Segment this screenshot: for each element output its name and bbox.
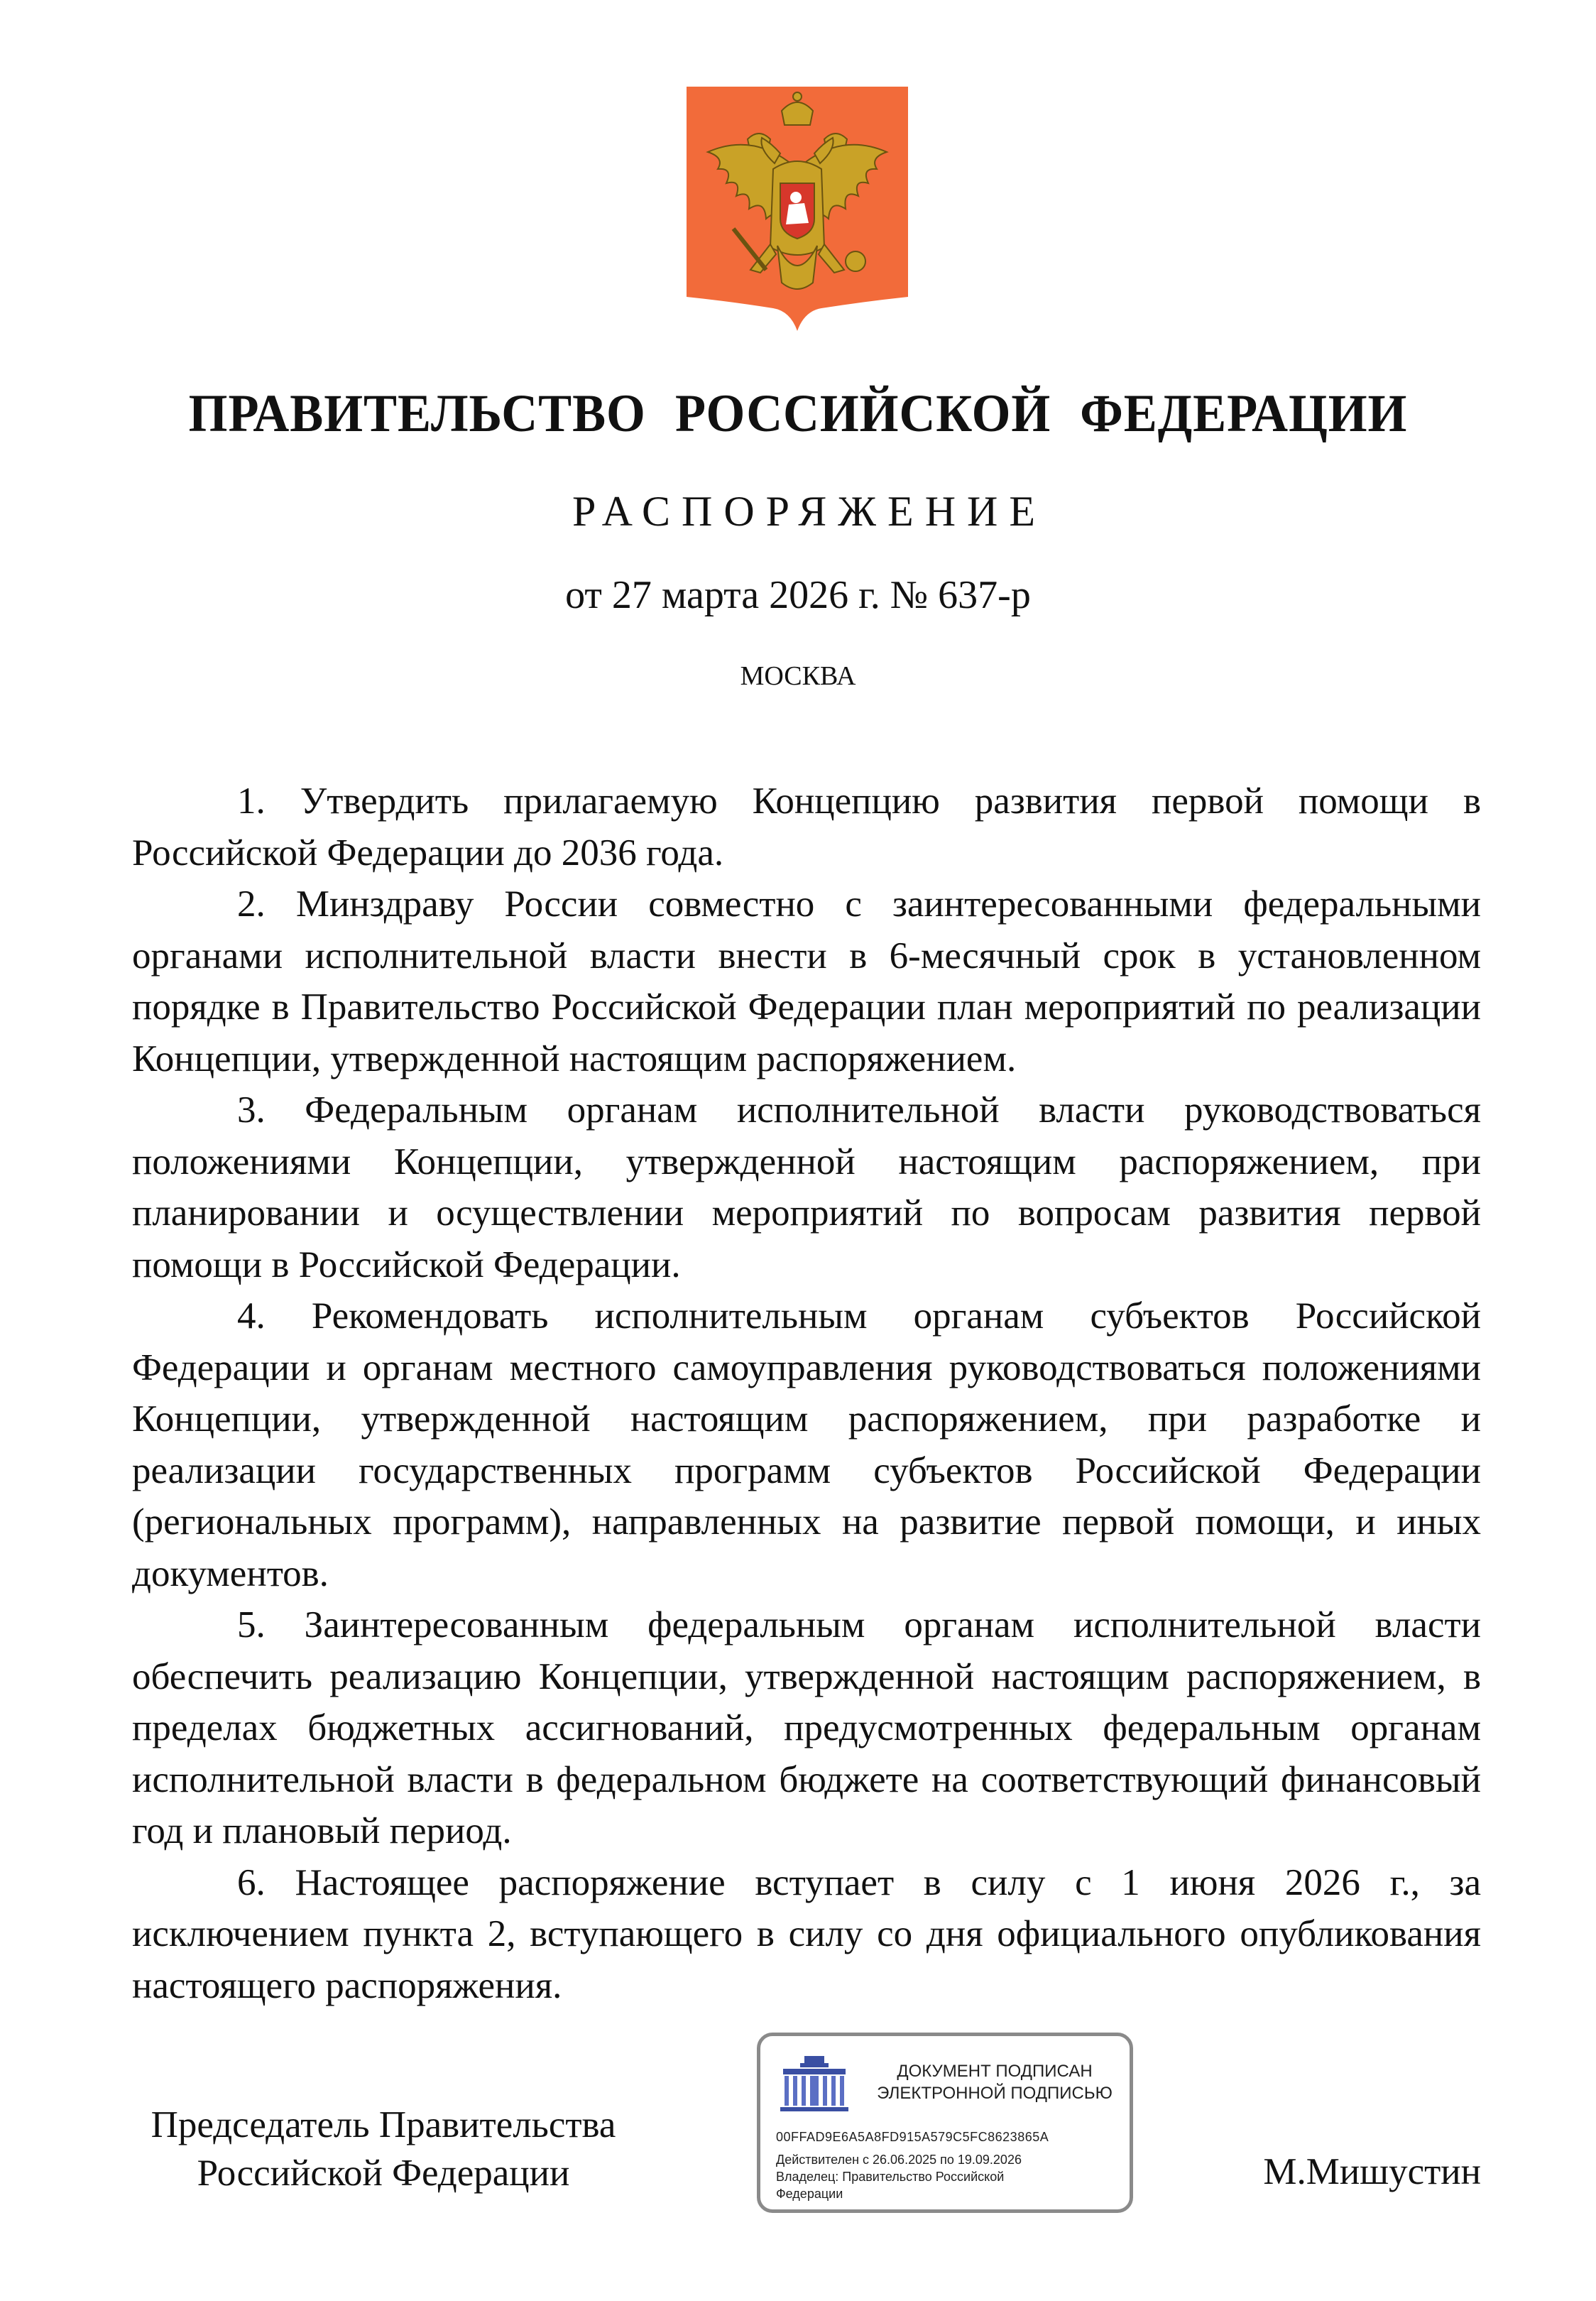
document-body <box>132 776 1481 2011</box>
document-type: РАСПОРЯЖЕНИЕ <box>572 488 1047 535</box>
paragraph-2: 2. Минздраву России совместно с заинтересованными федеральными органами исполнительной власти внести в 6-месячный срок в установленном порядке в Правительство Российской Федерации план мероприятий по реализации Концепции, утвержденной настоящим распоряжением. <box>132 883 1481 1079</box>
stamp-title <box>867 2060 1122 2104</box>
signatory-name: М.Мишустин <box>1263 2151 1481 2192</box>
stamp-title-line1: ДОКУМЕНТ ПОДПИСАН <box>897 2062 1093 2081</box>
russian-coat-of-arms-icon <box>682 84 912 339</box>
signatory-role <box>106 2101 660 2197</box>
paragraph-6: 6. Настоящее распоряжение вступает в силу с 1 июня 2026 г., за исключением пункта 2, вступающего в силу со дня официального опубликования настоящего распоряжения. <box>132 1861 1481 2006</box>
document-city: МОСКВА <box>740 661 856 691</box>
government-building-icon <box>776 2053 853 2114</box>
certificate-serial: 00FFAD9E6A5A8FD915A579C5FC8623865A <box>776 2130 1049 2144</box>
stamp-title-line2: ЭЛЕКТРОННОЙ ПОДПИСЬЮ <box>877 2084 1113 2103</box>
paragraph-1: 1. Утвердить прилагаемую Концепцию развития первой помощи в Российской Федерации до 2036 года. <box>132 780 1481 874</box>
document-date-number: от 27 марта 2026 г. № 637-р <box>565 573 1031 617</box>
government-title: ПРАВИТЕЛЬСТВО РОССИЙСКОЙ ФЕДЕРАЦИИ <box>188 384 1408 443</box>
paragraph-3: 3. Федеральным органам исполнительной власти руководствоваться положениями Концепции, утвержденной настоящим распоряжением, при планировании и осуществлении мероприятий по вопросам развития первой помощи в Российской Федерации. <box>132 1089 1481 1285</box>
signatory-role-line2: Российской Федерации <box>197 2153 570 2194</box>
signatory-role-line1: Председатель Правительства <box>151 2104 616 2145</box>
paragraph-5: 5. Заинтересованным федеральным органам исполнительной власти обеспечить реализацию Концепции, утвержденной настоящим распоряжением, в пределах бюджетных ассигнований, предусмотренных федеральным органам исполнительной власти в федеральном бюджете на соответствующий финансовый год и плановый период. <box>132 1604 1481 1851</box>
certificate-owner: Владелец: Правительство Российской Федерации <box>776 2170 1005 2201</box>
electronic-signature-stamp <box>757 2033 1133 2213</box>
certificate-validity: Действителен с 26.06.2025 по 19.09.2026 <box>776 2153 1022 2167</box>
paragraph-4: 4. Рекомендовать исполнительным органам субъектов Российской Федерации и органам местного самоуправления руководствоваться положениями Концепции, утвержденной настоящим распоряжением, при разработке и реализации государственных программ субъектов Российской Федерации (региональных программ), направленных на развитие первой помощи, и иных документов. <box>132 1295 1481 1594</box>
